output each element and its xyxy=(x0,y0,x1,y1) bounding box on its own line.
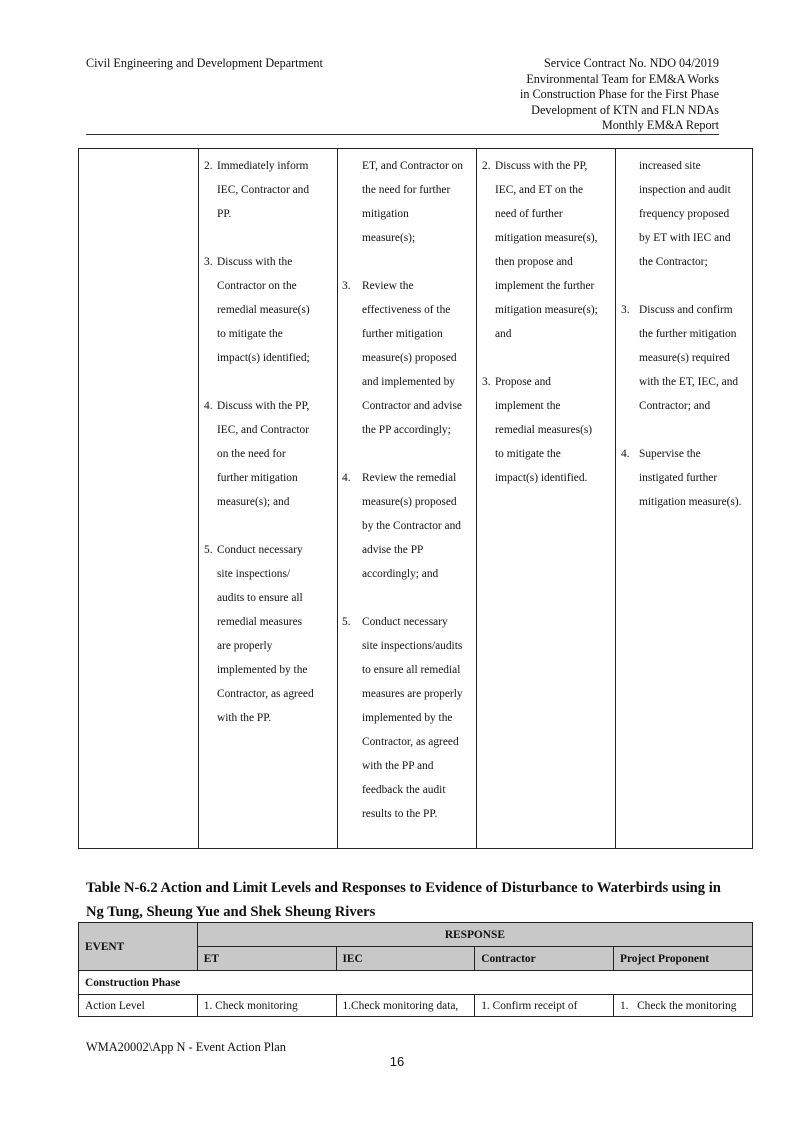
text-line: accordingly; and xyxy=(362,568,439,580)
text-line: site inspections/audits xyxy=(362,640,463,652)
text-line: ET, and Contractor on xyxy=(362,160,464,172)
text-line: measure(s); and xyxy=(217,496,290,508)
text-line: to mitigate the xyxy=(217,328,283,340)
response-header: RESPONSE xyxy=(197,923,752,947)
table-cell: 1.Check monitoring data, xyxy=(336,995,475,1017)
header-line: Service Contract No. NDO 04/2019 xyxy=(544,56,719,70)
text-line: remedial measures(s) xyxy=(495,424,593,436)
text-line: implement the further xyxy=(495,280,595,292)
text-line: need of further xyxy=(495,208,563,220)
text-line: Review the xyxy=(362,280,414,292)
text-line: remedial measure(s) xyxy=(217,304,310,316)
text-line: to mitigate the xyxy=(495,448,561,460)
phase-row: Construction Phase xyxy=(79,971,753,995)
continuation-table xyxy=(78,148,753,849)
text-line: the need for further xyxy=(362,184,451,196)
response-table xyxy=(78,922,753,1017)
text-line: effectiveness of the xyxy=(362,304,451,316)
text-line: Supervise the xyxy=(639,448,701,460)
text-line: measure(s) required xyxy=(639,352,730,364)
text-line: impact(s) identified; xyxy=(217,352,310,364)
text-line: with the PP. xyxy=(217,712,272,724)
item-number: 5. xyxy=(204,544,213,556)
item-number: 2. xyxy=(482,160,491,172)
sub-header-et: ET xyxy=(197,947,336,971)
text-line: to ensure all remedial xyxy=(362,664,461,676)
page-number: 16 xyxy=(389,1054,405,1069)
header-line: Development of KTN and FLN NDAs xyxy=(531,102,719,117)
text-line: mitigation measure(s). xyxy=(639,496,742,508)
text-line: Contractor and advise xyxy=(362,400,462,412)
text-line: and implemented by xyxy=(362,376,455,388)
item-number: 3. xyxy=(204,256,213,268)
text-line: Discuss with the xyxy=(217,256,293,268)
table-row xyxy=(79,995,753,1017)
column-divider xyxy=(198,149,199,848)
text-line: Discuss with the PP, xyxy=(495,160,588,172)
text-line: increased site xyxy=(639,160,701,172)
text-line: audits to ensure all xyxy=(217,592,303,604)
text-line: advise the PP xyxy=(362,544,424,556)
item-number: 3. xyxy=(621,304,630,316)
text-line: Conduct necessary xyxy=(362,616,448,628)
header-line: Monthly EM&A Report xyxy=(601,118,719,132)
table-title: Table N-6.2 Action and Limit Levels and Responses to Evidence of Disturbance to Waterbirds using in Ng Tung, Sheung Yue and Shek Sheung Rivers xyxy=(86,880,721,920)
text-line: Propose and xyxy=(495,376,551,388)
text-line: measure(s); xyxy=(362,232,416,244)
text-line: feedback the audit xyxy=(362,784,446,796)
text-line: mitigation measure(s), xyxy=(495,232,598,244)
text-line: the PP accordingly; xyxy=(362,424,451,436)
item-text xyxy=(362,274,462,442)
text-line: Contractor; and xyxy=(639,400,711,412)
sub-header-project-proponent: Project Proponent xyxy=(613,947,752,971)
item-text xyxy=(495,370,592,490)
item-number: 3. xyxy=(482,376,491,388)
text-line: inspection and audit xyxy=(639,184,731,196)
text-line: the Contractor; xyxy=(639,256,708,268)
header-department: Civil Engineering and Development Department xyxy=(86,56,323,70)
column-divider xyxy=(615,149,616,848)
item-number: 4. xyxy=(342,472,351,484)
text-line: Conduct necessary xyxy=(217,544,303,556)
text-line: Contractor, as agreed xyxy=(362,736,459,748)
column-divider xyxy=(476,149,477,848)
item-text xyxy=(639,154,731,274)
text-line: with the ET, IEC, and xyxy=(639,376,739,388)
text-line: PP. xyxy=(217,208,232,220)
text-line: further mitigation xyxy=(217,472,298,484)
text-line: the further mitigation xyxy=(639,328,737,340)
item-text xyxy=(495,154,598,346)
header-rule xyxy=(86,134,719,135)
text-line: mitigation measure(s); xyxy=(495,304,598,316)
text-line: measure(s) proposed xyxy=(362,496,457,508)
text-line: IEC, and Contractor xyxy=(217,424,310,436)
text-line: Immediately inform xyxy=(217,160,309,172)
text-line: on the need for xyxy=(217,448,286,460)
text-line: site inspections/ xyxy=(217,568,291,580)
text-line: frequency proposed xyxy=(639,208,730,220)
text-line: Review the remedial xyxy=(362,472,457,484)
text-line: instigated further xyxy=(639,472,718,484)
text-line: measures are properly xyxy=(362,688,463,700)
header-line: Environmental Team for EM&A Works xyxy=(526,71,719,86)
item-text xyxy=(639,442,742,514)
text-line: Contractor on the xyxy=(217,280,297,292)
sub-header-contractor: Contractor xyxy=(475,947,614,971)
event-cell: Action Level xyxy=(79,995,198,1017)
text-line: are properly xyxy=(217,640,273,652)
event-header: EVENT xyxy=(79,923,198,971)
item-text xyxy=(362,154,463,250)
item-number: 4. xyxy=(621,448,630,460)
text-line: IEC, Contractor and xyxy=(217,184,310,196)
text-line: impact(s) identified. xyxy=(495,472,588,484)
item-text xyxy=(362,610,463,826)
text-line: implemented by the xyxy=(217,664,308,676)
item-text xyxy=(217,394,309,514)
header-line: in Construction Phase for the First Phase xyxy=(519,87,719,101)
text-line: Discuss with the PP, xyxy=(217,400,310,412)
text-line: and xyxy=(495,328,512,340)
text-line: implemented by the xyxy=(362,712,453,724)
table-cell: 1. Check monitoring xyxy=(197,995,336,1017)
item-number: 5. xyxy=(342,616,351,628)
text-line: mitigation xyxy=(362,208,409,220)
text-line: measure(s) proposed xyxy=(362,352,457,364)
header-contract-info xyxy=(520,56,719,134)
text-line: Contractor, as agreed xyxy=(217,688,314,700)
text-line: remedial measures xyxy=(217,616,303,628)
text-line: then propose and xyxy=(495,256,573,268)
item-text xyxy=(639,298,738,418)
item-text xyxy=(217,538,314,730)
footer-reference: WMA20002\App N - Event Action Plan xyxy=(86,1040,286,1054)
text-line: by ET with IEC and xyxy=(639,232,731,244)
text-line: further mitigation xyxy=(362,328,443,340)
item-text xyxy=(217,250,310,370)
sub-header-iec: IEC xyxy=(336,947,475,971)
table-cell: 1. Check the monitoring xyxy=(613,995,752,1017)
text-line: IEC, and ET on the xyxy=(495,184,584,196)
item-text xyxy=(217,154,309,226)
text-line: Discuss and confirm xyxy=(639,304,733,316)
table-cell: 1. Confirm receipt of xyxy=(475,995,614,1017)
item-number: 3. xyxy=(342,280,351,292)
item-text xyxy=(362,466,461,586)
item-number: 2. xyxy=(204,160,213,172)
text-line: with the PP and xyxy=(362,760,434,772)
text-line: implement the xyxy=(495,400,561,412)
column-divider xyxy=(337,149,338,848)
text-line: results to the PP. xyxy=(362,808,438,820)
text-line: by the Contractor and xyxy=(362,520,462,532)
item-number: 4. xyxy=(204,400,213,412)
